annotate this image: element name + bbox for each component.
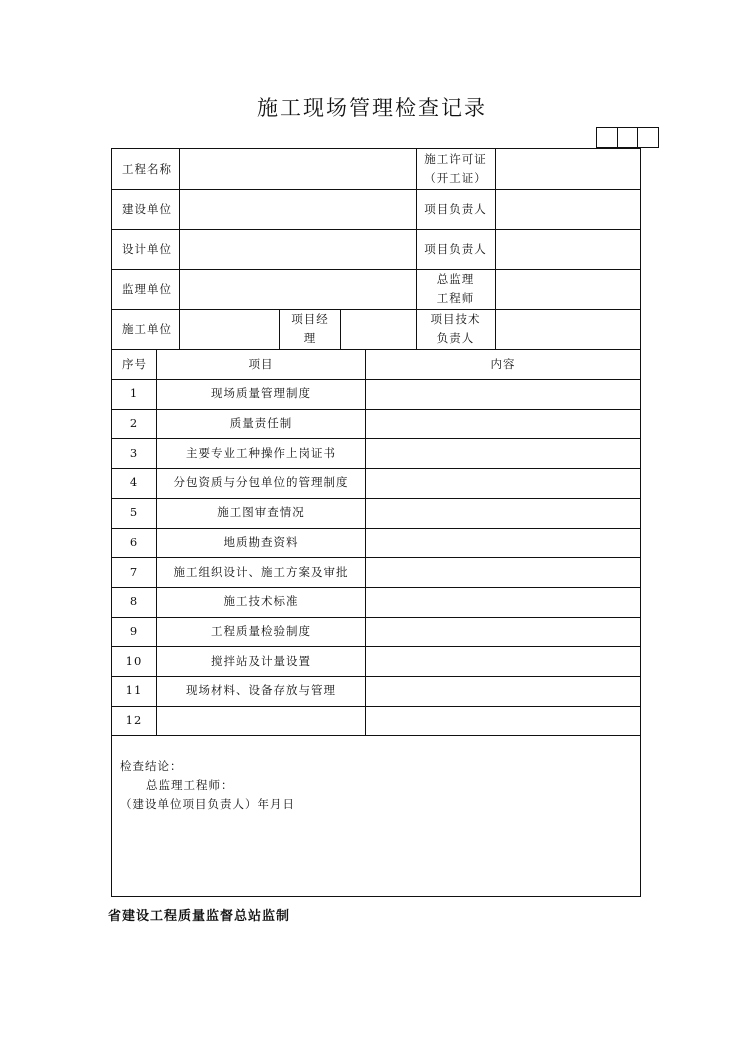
tech-lead-line2: 负责人 xyxy=(436,331,475,345)
row-number: 6 xyxy=(129,534,139,549)
chief-supervisor-field[interactable] xyxy=(496,269,640,309)
project-manager-line1: 项目经 xyxy=(291,312,329,326)
issuer-footer: 省建设工程质量监督总站监制 xyxy=(108,909,291,924)
row-item: 质量责任制 xyxy=(229,416,293,431)
row-content-field[interactable] xyxy=(366,617,640,647)
permit-label-line2: （开工证） xyxy=(424,171,487,185)
row-item: 主要专业工种操作上岗证书 xyxy=(186,445,336,460)
divider xyxy=(112,735,640,736)
row-number: 7 xyxy=(129,564,139,579)
chief-supervisor-line2: 工程师 xyxy=(436,291,475,305)
project-manager-label xyxy=(280,309,340,349)
record-number-box-3[interactable] xyxy=(638,128,658,147)
row-number: 1 xyxy=(129,386,139,401)
row-content-field[interactable] xyxy=(366,528,640,558)
row-number: 4 xyxy=(129,475,139,490)
row-item: 现场材料、设备存放与管理 xyxy=(186,683,336,698)
row-content-field[interactable] xyxy=(366,409,640,439)
permit-label xyxy=(416,149,495,189)
construction-pm-label: 项目负责人 xyxy=(424,201,487,216)
construction-pm-field[interactable] xyxy=(496,189,640,229)
tech-lead-label xyxy=(416,309,495,349)
row-item: 搅拌站及计量设置 xyxy=(211,653,311,668)
col-header-item: 项目 xyxy=(248,356,274,371)
permit-field[interactable] xyxy=(496,149,640,189)
record-number-box-2[interactable] xyxy=(618,128,639,147)
signoff-line: （建设单位项目负责人）年月日 xyxy=(120,797,295,811)
row-item: 施工组织设计、施工方案及审批 xyxy=(173,564,349,579)
row-number: 5 xyxy=(129,505,139,520)
chief-engineer-signature: 总监理工程师： xyxy=(146,778,234,792)
project-manager-field[interactable] xyxy=(341,309,416,349)
row-number: 8 xyxy=(129,594,139,609)
page-title: 施工现场管理检查记录 xyxy=(257,96,487,120)
row-item: 分包资质与分包单位的管理制度 xyxy=(173,475,349,490)
record-number-box-1[interactable] xyxy=(597,128,618,147)
col-header-no: 序号 xyxy=(122,356,147,371)
tech-lead-field[interactable] xyxy=(496,309,640,349)
col-header-content: 内容 xyxy=(490,356,516,371)
row-number: 9 xyxy=(129,623,139,638)
contractor-unit-label: 施工单位 xyxy=(122,321,172,336)
project-manager-line2: 理 xyxy=(303,331,317,345)
tech-lead-line1: 项目技术 xyxy=(430,312,481,326)
row-number: 2 xyxy=(129,416,139,431)
design-unit-field[interactable] xyxy=(180,229,416,269)
row-content-field[interactable] xyxy=(366,557,640,587)
row-number: 11 xyxy=(125,683,143,698)
row-content-field[interactable] xyxy=(366,587,640,617)
project-name-field[interactable] xyxy=(180,149,416,189)
row-number: 3 xyxy=(129,445,139,460)
row-number: 10 xyxy=(125,653,143,668)
row-item: 现场质量管理制度 xyxy=(211,386,311,401)
permit-label-line1: 施工许可证 xyxy=(424,152,487,166)
chief-supervisor-label xyxy=(416,269,495,309)
row-item xyxy=(157,706,365,736)
row-item: 地质勘查资料 xyxy=(223,534,299,549)
design-pm-field[interactable] xyxy=(496,229,640,269)
supervision-unit-label: 监理单位 xyxy=(122,281,172,296)
row-item: 工程质量检验制度 xyxy=(211,623,311,638)
row-content-field[interactable] xyxy=(366,379,640,409)
row-number: 12 xyxy=(125,713,143,728)
design-unit-label: 设计单位 xyxy=(122,241,172,256)
row-item: 施工图审查情况 xyxy=(217,505,305,520)
row-content-field[interactable] xyxy=(366,676,640,706)
row-content-field[interactable] xyxy=(366,498,640,528)
construction-unit-field[interactable] xyxy=(180,189,416,229)
row-content-field[interactable] xyxy=(366,468,640,498)
inspection-form xyxy=(111,148,641,897)
conclusion-label: 检查结论： xyxy=(120,759,183,773)
conclusion-section[interactable] xyxy=(120,757,295,814)
row-content-field[interactable] xyxy=(366,646,640,676)
chief-supervisor-line1: 总监理 xyxy=(436,272,475,286)
supervision-unit-field[interactable] xyxy=(180,269,416,309)
construction-unit-label: 建设单位 xyxy=(122,201,172,216)
row-content-field[interactable] xyxy=(366,706,640,736)
project-name-label: 工程名称 xyxy=(122,161,172,176)
contractor-unit-field[interactable] xyxy=(180,309,279,349)
design-pm-label: 项目负责人 xyxy=(424,241,487,256)
row-content-field[interactable] xyxy=(366,438,640,468)
record-number-boxes[interactable] xyxy=(596,127,659,148)
row-item: 施工技术标准 xyxy=(223,594,299,609)
